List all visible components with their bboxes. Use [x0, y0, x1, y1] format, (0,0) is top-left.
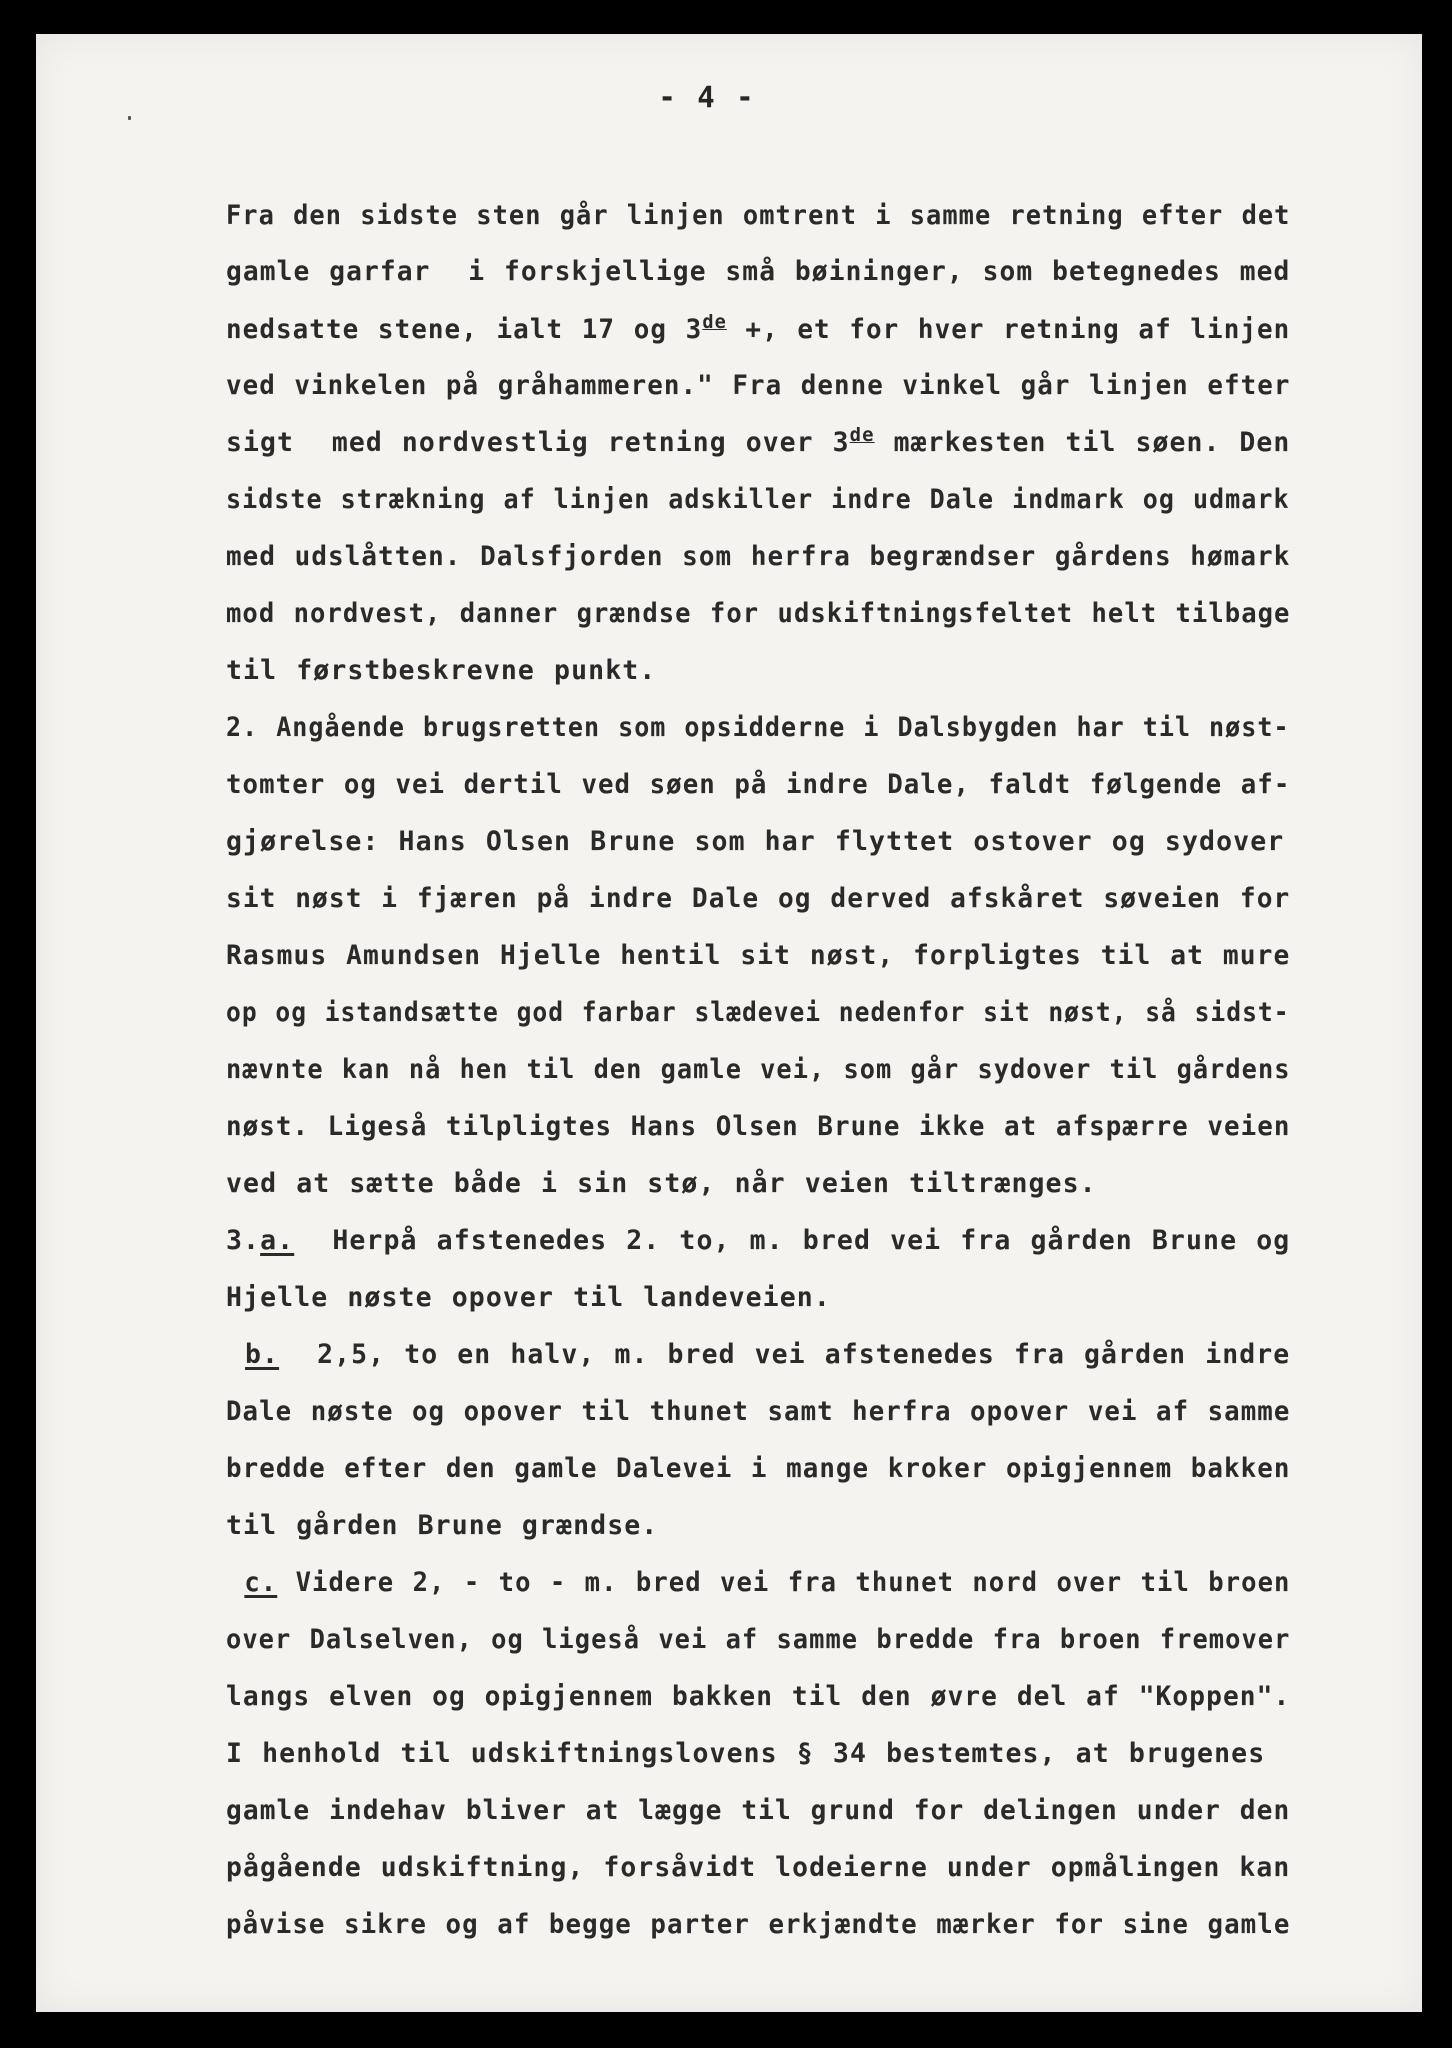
text-line: 3.a. Herpå afstenedes 2. to, m. bred vei fra gården Brune og — [226, 1225, 1291, 1256]
text-line: nævnte kan nå hen til den gamle vei, som går sydover til gårdens — [226, 1054, 1291, 1085]
text-line: ved vinkelen på gråhammeren." Fra denne vinkel går linjen efter — [226, 370, 1291, 401]
text-line: Fra den sidste sten går linjen omtrent i samme retning efter det — [226, 200, 1291, 231]
text-line: nøst. Ligeså tilpligtes Hans Olsen Brune ikke at afspærre veien — [226, 1111, 1291, 1142]
text-line: til gården Brune grændse. — [226, 1510, 659, 1541]
text-line: pågående udskiftning, forsåvidt lodeierne under opmålingen kan — [226, 1852, 1291, 1883]
text-line: bredde efter den gamle Dalevei i mange kroker opigjennem bakken — [226, 1453, 1291, 1484]
page-number: - 4 - — [658, 80, 756, 114]
text-line: sit nøst i fjæren på indre Dale og derved afskåret søveien for — [226, 883, 1291, 914]
paper-speck — [128, 116, 131, 120]
text-line: sidste strækning af linjen adskiller indre Dale indmark og udmark — [226, 484, 1290, 515]
text-line: over Dalselven, og ligeså vei af samme bredde fra broen fremover — [226, 1624, 1291, 1655]
text-line: I henhold til udskiftningslovens § 34 bestemtes, at brugenes — [226, 1738, 1266, 1769]
text-line: Hjelle nøste opover til landeveien. — [226, 1282, 831, 1313]
text-line: ved at sætte både i sin stø, når veien tiltrænges. — [226, 1168, 1097, 1199]
text-line: gjørelse: Hans Olsen Brune som har flyttet ostover og sydover — [226, 826, 1285, 857]
text-line: Dale nøste og opover til thunet samt herfra opover vei af samme — [226, 1396, 1291, 1427]
text-line: tomter og vei dertil ved søen på indre Dale, faldt følgende af- — [226, 769, 1291, 800]
text-line: 2. Angående brugsretten som opsidderne i Dalsbygden har til nøst- — [226, 712, 1290, 743]
text-line: til førstbeskrevne punkt. — [226, 655, 657, 686]
text-line: op og istandsætte god farbar slædevei nedenfor sit nøst, så sidst- — [226, 997, 1290, 1028]
text-line: sigt med nordvestlig retning over 3de mærkesten til søen. Den — [226, 424, 1291, 458]
text-line: c. Videre 2, - to - m. bred vei fra thunet nord over til broen — [244, 1567, 1291, 1598]
text-line: gamle indehav bliver at lægge til grund for delingen under den — [226, 1795, 1291, 1826]
text-line: langs elven og opigjennem bakken til den øvre del af "Koppen". — [226, 1681, 1291, 1712]
text-line: mod nordvest, danner grændse for udskiftningsfeltet helt tilbage — [226, 598, 1291, 629]
text-line: påvise sikre og af begge parter erkjændte mærker for sine gamle — [226, 1909, 1291, 1940]
text-line: nedsatte stene, ialt 17 og 3de +, et for hver retning af linjen — [226, 311, 1291, 345]
text-line: b. 2,5, to en halv, m. bred vei afstenedes fra gården indre — [245, 1339, 1291, 1370]
text-line: med udslåtten. Dalsfjorden som herfra begrændser gårdens hømark — [226, 541, 1291, 572]
text-line: Rasmus Amundsen Hjelle hentil sit nøst, forpligtes til at mure — [226, 940, 1291, 971]
text-line: gamle garfar i forskjellige små bøininger, som betegnedes med — [226, 256, 1291, 287]
